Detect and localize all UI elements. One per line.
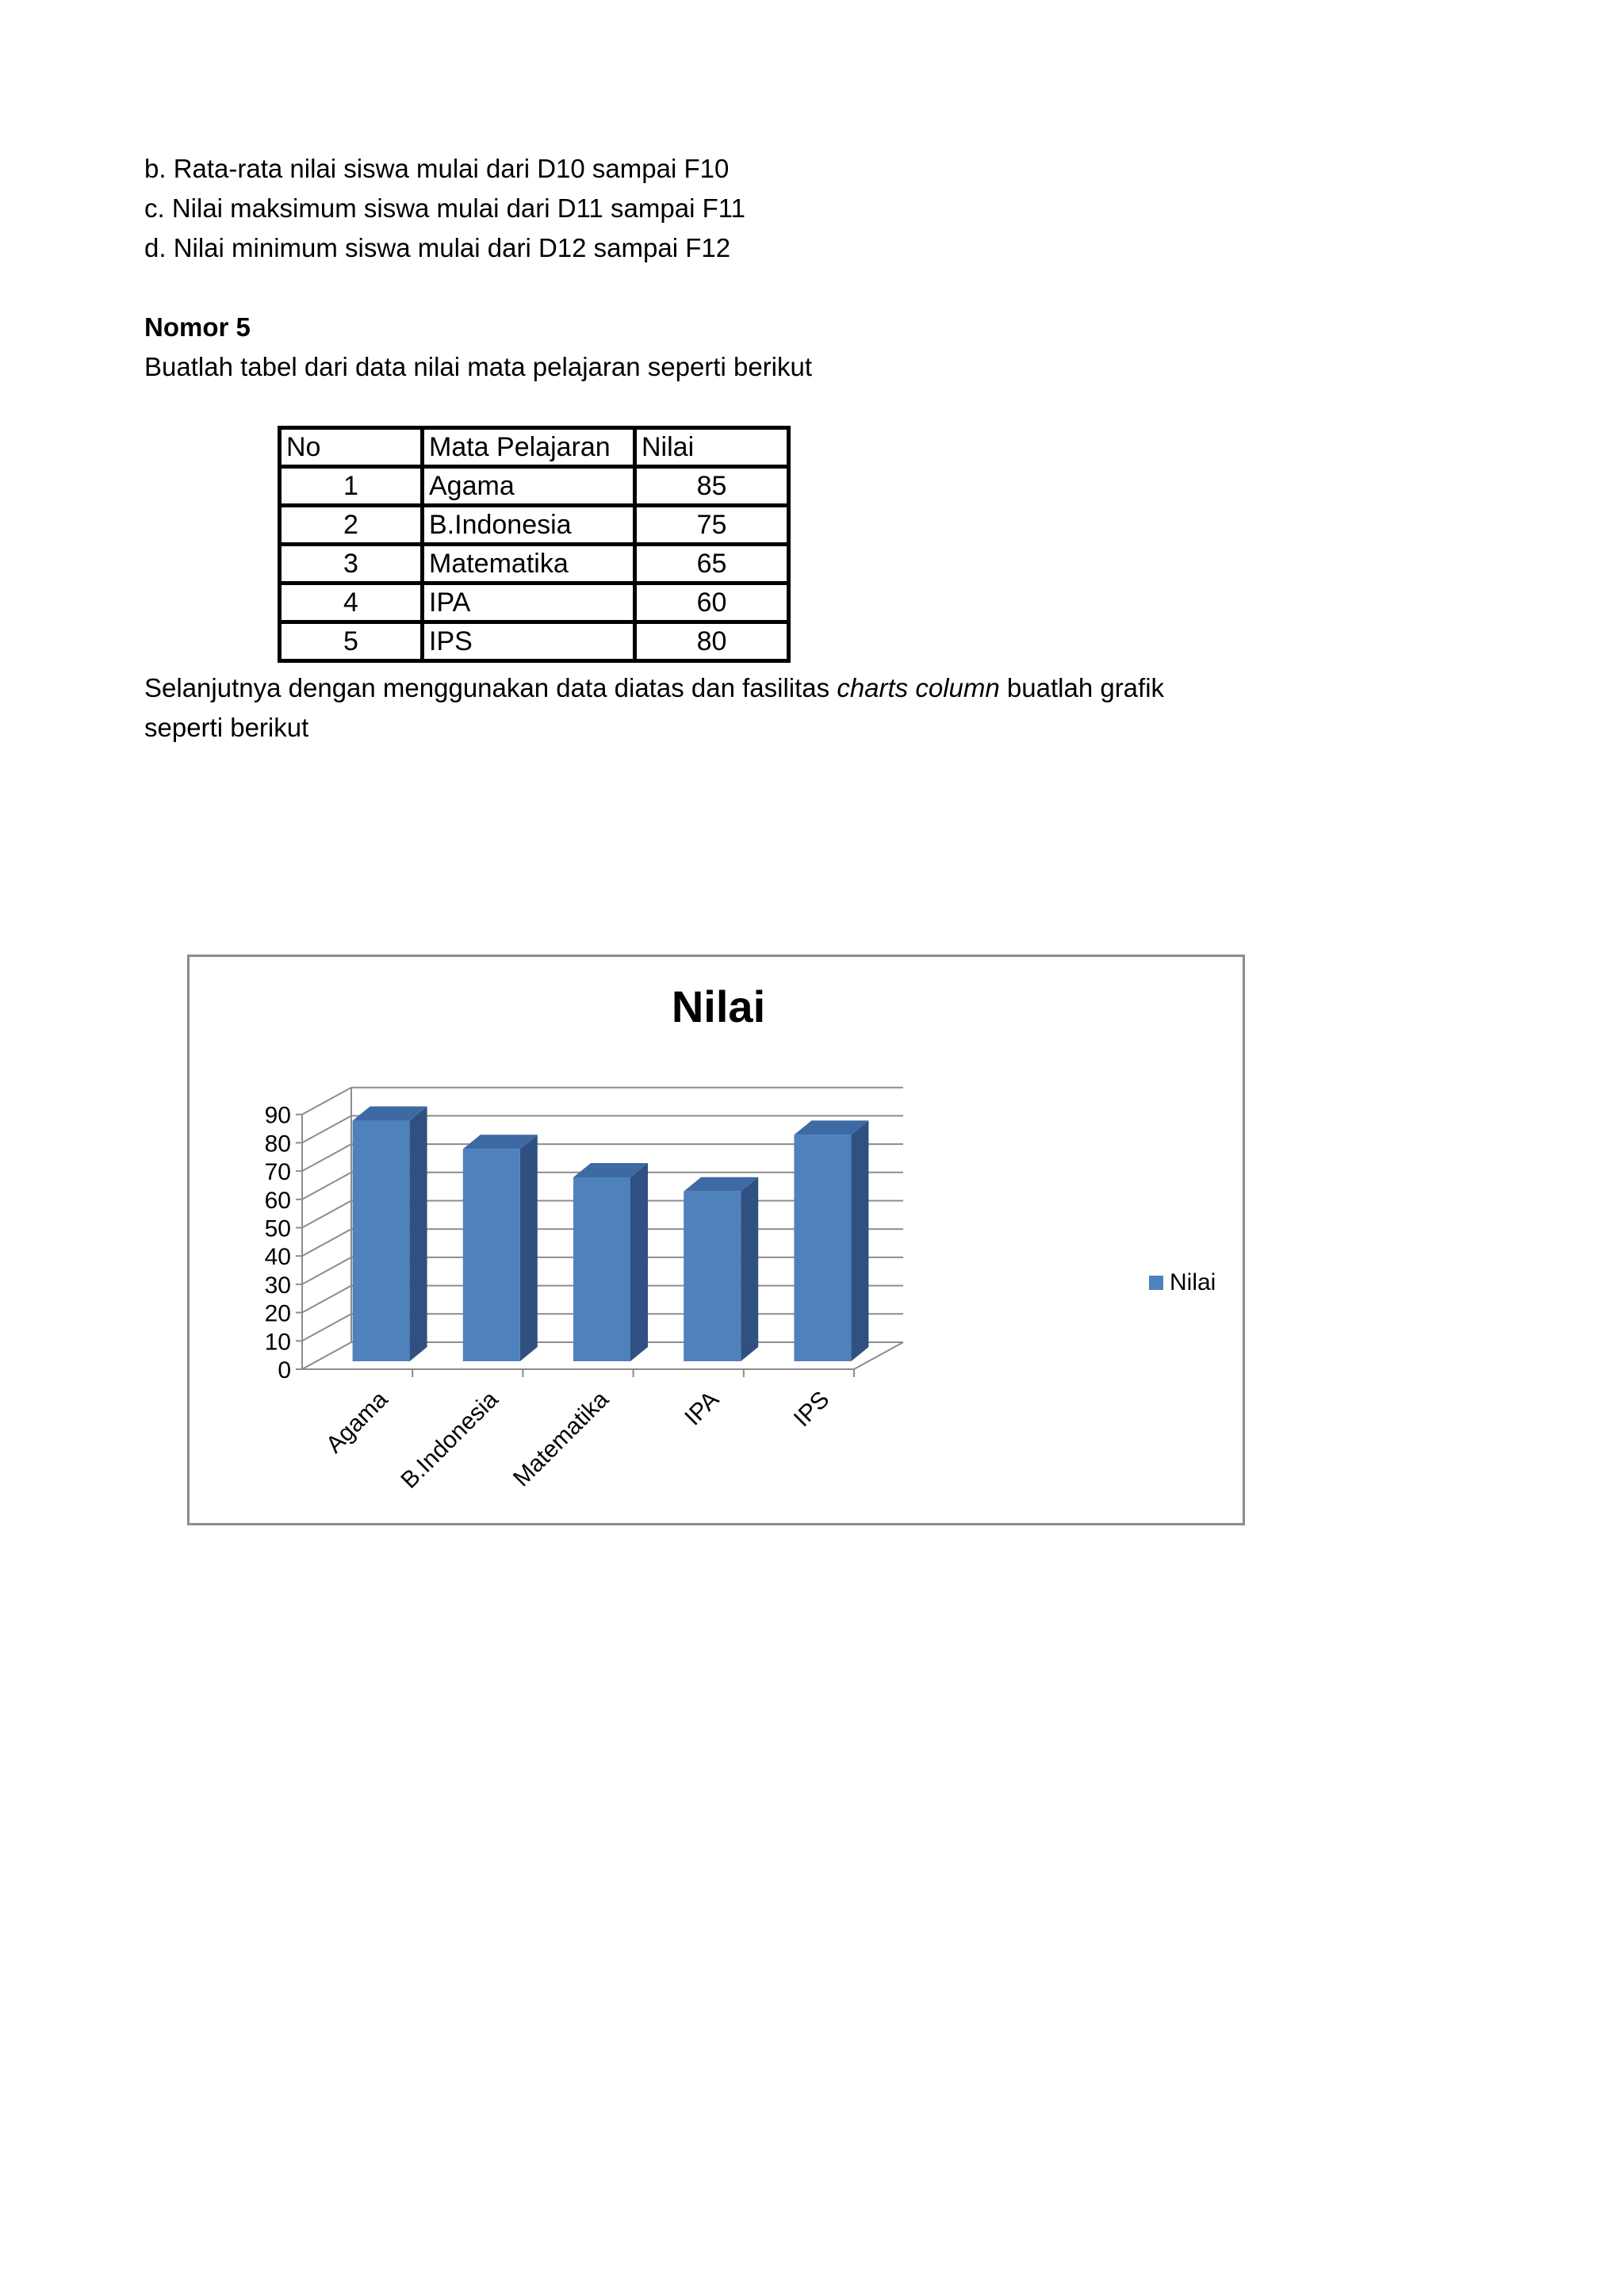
grades-table <box>278 426 791 663</box>
cell-no: 1 <box>280 467 423 506</box>
bar <box>353 1121 410 1361</box>
gridline-side <box>302 1229 351 1256</box>
bar <box>463 1149 520 1361</box>
x-tick-label: Matematika <box>508 1386 614 1492</box>
table-header-row <box>280 428 789 467</box>
chart-legend <box>1149 1269 1216 1296</box>
cell-subject: B.Indonesia <box>423 506 635 545</box>
cell-subject: IPA <box>423 584 635 622</box>
followup-text <box>144 671 1164 706</box>
bar-side <box>851 1120 868 1361</box>
cell-score: 60 <box>635 584 789 622</box>
cell-score: 85 <box>635 467 789 506</box>
chart-plot <box>190 957 1247 1528</box>
legend-label: Nilai <box>1170 1269 1216 1295</box>
bar-side <box>520 1135 538 1361</box>
y-tick-label: 80 <box>264 1131 291 1158</box>
chart-title: Nilai <box>671 982 766 1031</box>
x-tick-label: B.Indonesia <box>396 1386 504 1494</box>
header-score: Nilai <box>635 428 789 467</box>
bar <box>684 1192 741 1361</box>
y-tick-label: 40 <box>264 1244 291 1271</box>
followup-text-start: Selanjutnya dengan menggunakan data diatas dan fasilitas <box>144 673 837 702</box>
x-tick-label: Agama <box>320 1386 393 1459</box>
followup-text-2: seperti berikut <box>144 713 309 742</box>
cell-score: 75 <box>635 506 789 545</box>
table-row <box>280 622 789 661</box>
bar-side <box>410 1107 427 1361</box>
gridline-side <box>302 1173 351 1200</box>
bar-side <box>741 1177 758 1361</box>
followup-text-italic: charts column <box>837 673 1000 702</box>
list-item-c: c. Nilai maksimum siswa mulai dari D11 sampai F11 <box>144 193 745 223</box>
gridline-side <box>302 1342 351 1369</box>
cell-subject: Agama <box>423 467 635 506</box>
table-row <box>280 467 789 506</box>
gridline-side <box>302 1257 351 1284</box>
y-tick-label: 60 <box>264 1187 291 1214</box>
x-tick-label: IPA <box>680 1386 725 1431</box>
header-subject: Mata Pelajaran <box>423 428 635 467</box>
cell-subject: IPS <box>423 622 635 661</box>
cell-no: 3 <box>280 545 423 584</box>
list-item-d: d. Nilai minimum siswa mulai dari D12 sampai F12 <box>144 233 731 262</box>
bar <box>794 1135 851 1361</box>
x-tick-label: IPS <box>788 1386 835 1433</box>
y-tick-label: 0 <box>278 1357 291 1383</box>
y-tick-label: 50 <box>264 1215 291 1242</box>
gridline-side <box>302 1088 351 1115</box>
y-tick-label: 90 <box>264 1102 291 1129</box>
legend-swatch <box>1149 1276 1163 1290</box>
y-tick-label: 30 <box>264 1272 291 1299</box>
gridline-side <box>302 1144 351 1171</box>
gridline-side <box>302 1201 351 1228</box>
bar <box>573 1177 630 1361</box>
y-tick-label: 10 <box>264 1329 291 1356</box>
list-item-b: b. Rata-rata nilai siswa mulai dari D10 sampai F10 <box>144 154 730 183</box>
bar-side <box>630 1163 648 1361</box>
y-tick-label: 70 <box>264 1159 291 1186</box>
gridline-side <box>302 1286 351 1313</box>
gridline-side <box>302 1314 351 1341</box>
gridline-side <box>302 1115 351 1142</box>
section-heading: Nomor 5 <box>144 312 251 342</box>
table-row <box>280 506 789 545</box>
cell-subject: Matematika <box>423 545 635 584</box>
cell-no: 5 <box>280 622 423 661</box>
cell-no: 4 <box>280 584 423 622</box>
header-no: No <box>280 428 423 467</box>
chart-container <box>187 955 1245 1525</box>
table-row <box>280 584 789 622</box>
cell-score: 80 <box>635 622 789 661</box>
table-row <box>280 545 789 584</box>
y-tick-label: 20 <box>264 1300 291 1327</box>
instruction-text: Buatlah tabel dari data nilai mata pelajaran seperti berikut <box>144 352 813 381</box>
cell-no: 2 <box>280 506 423 545</box>
cell-score: 65 <box>635 545 789 584</box>
followup-text-end: buatlah grafik <box>999 673 1165 702</box>
